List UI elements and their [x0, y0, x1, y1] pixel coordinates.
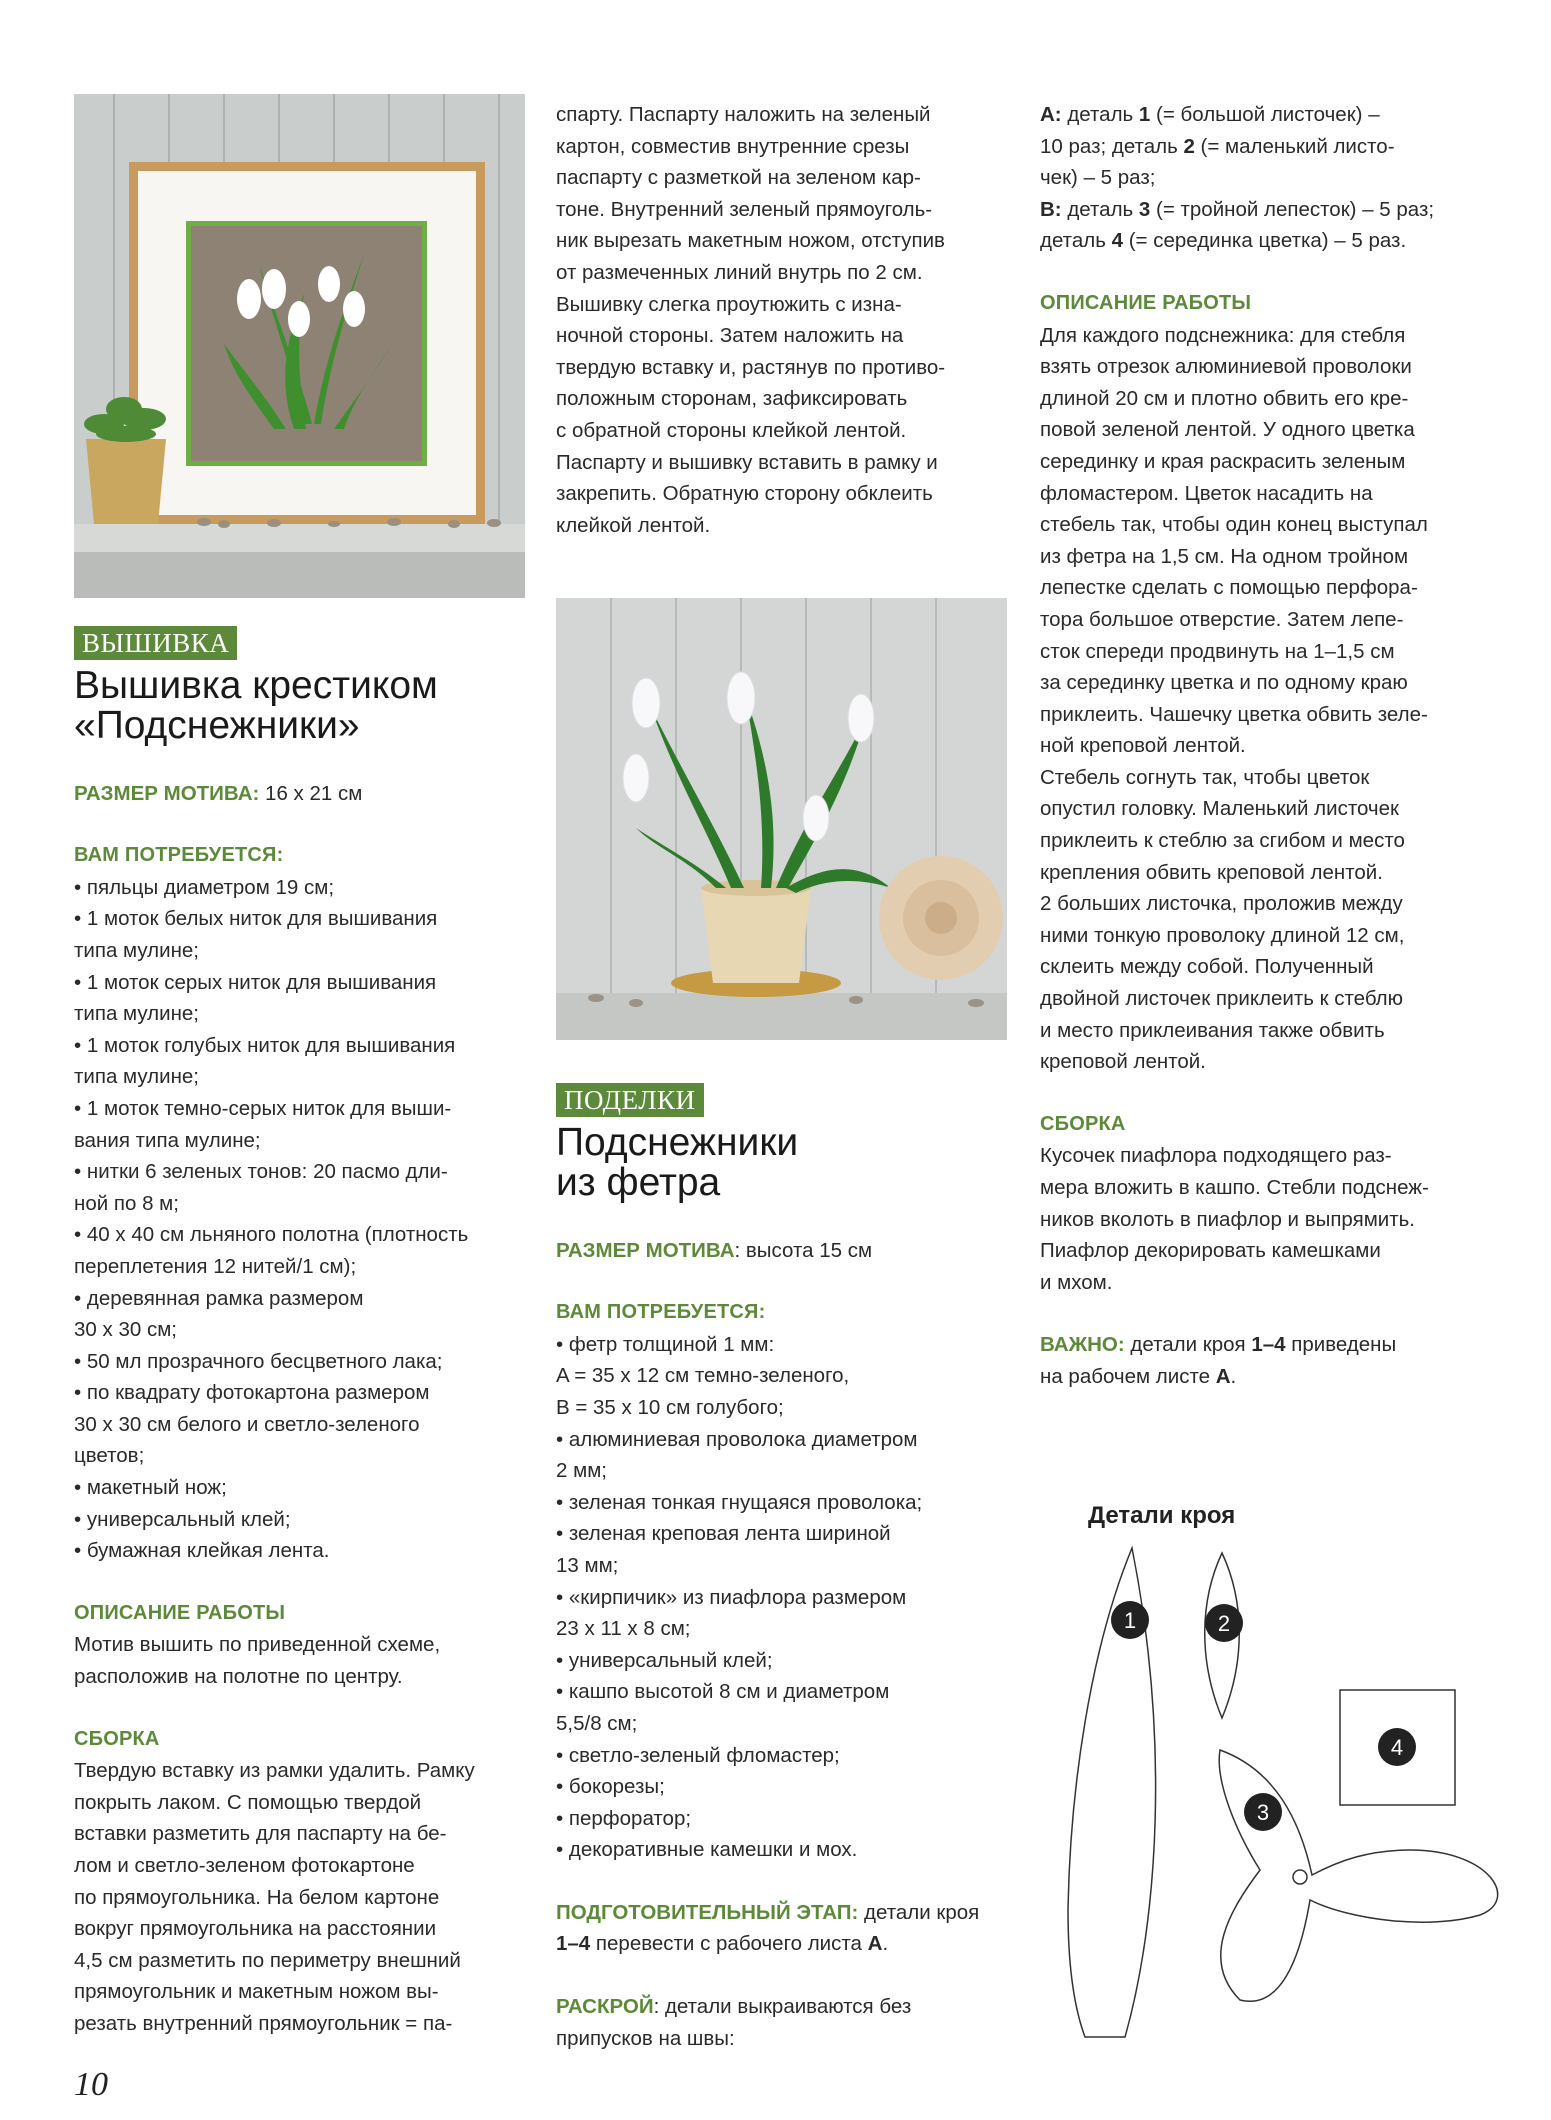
- list-item: вания типа мулине;: [74, 1128, 261, 1152]
- text-line: тоне. Внутренний зеленый прямоуголь-: [556, 197, 933, 221]
- crafts-assembly-text: [1040, 1140, 1505, 1298]
- cut-a-text: деталь: [1061, 103, 1139, 126]
- list-item: • 50 мл прозрачного бесцветного лака;: [74, 1349, 443, 1373]
- list-item: A = 35 х 12 см темно-зеленого,: [556, 1364, 850, 1388]
- important-text3: на рабочем листе: [1040, 1364, 1216, 1388]
- pattern-title: Детали кроя: [1088, 1502, 1236, 1529]
- embroidery-assembly-continued: [556, 99, 1016, 541]
- list-item: • зеленая тонкая гнущаяся проволока;: [556, 1490, 923, 1514]
- text-line: положным сторонам, зафиксировать: [556, 387, 908, 411]
- list-item: • 1 моток белых ниток для вышивания: [74, 907, 438, 931]
- list-item: типа мулине;: [74, 1002, 199, 1026]
- text-line: из фетра на 1,5 см. На одном тройном: [1040, 544, 1409, 568]
- crafts-cut-label: РАСКРОЙ: [556, 1995, 654, 2019]
- cut-a-desc2: (= маленький листо-: [1194, 134, 1395, 158]
- embroidery-needs-list: [74, 872, 534, 1567]
- crafts-cut-text2: припусков на швы:: [556, 2026, 735, 2050]
- list-item: • 1 моток темно-серых ниток для выши-: [74, 1096, 452, 1120]
- text-line: за серединку цветка и по одному краю: [1040, 671, 1408, 695]
- text-line: вокруг прямоугольника на расстоянии: [74, 1917, 437, 1941]
- cut-list: [1040, 99, 1505, 257]
- important-dot: .: [1230, 1364, 1237, 1388]
- text-line: [1040, 225, 1505, 257]
- text-line: 2 больших листочка, проложив между: [1040, 892, 1403, 916]
- cut-b-text: деталь: [1061, 197, 1139, 221]
- crafts-cut-text: : детали выкраиваются без: [653, 1995, 912, 2019]
- felt-snowdrops-photo-art: [556, 598, 1007, 1040]
- text-line: длиной 20 см и плотно обвить его кре-: [1040, 386, 1409, 410]
- crafts-prep-dot: .: [882, 1932, 889, 1956]
- text-line: взять отрезок алюминиевой проволоки: [1040, 355, 1412, 379]
- text-line: 4,5 см разметить по периметру внешний: [74, 1948, 461, 1972]
- list-item: 23 х 11 х 8 см;: [556, 1617, 691, 1641]
- list-item: • декоративные камешки и мох.: [556, 1838, 858, 1862]
- text-line: ной креповой лентой.: [1040, 734, 1246, 758]
- text-line: паспарту с разметкой на зеленом кар-: [556, 166, 921, 190]
- text-line: клейкой лентой.: [556, 513, 711, 537]
- embroidery-size-label: РАЗМЕР МОТИВА:: [74, 781, 260, 805]
- list-item: • деревянная рамка размером: [74, 1286, 364, 1310]
- text-line: серединку и края раскрасить зеленым: [1040, 449, 1406, 473]
- list-item: • универсальный клей;: [556, 1648, 773, 1672]
- list-item: • 1 моток голубых ниток для вышивания: [74, 1033, 456, 1057]
- crafts-size: [556, 1235, 1016, 1267]
- text-line: Кусочек пиафлора подходящего раз-: [1040, 1144, 1392, 1168]
- pattern-label-4: [1378, 1728, 1416, 1766]
- list-item: • по квадрату фотокартона размером: [74, 1381, 430, 1405]
- text-line: лепестке сделать с помощью перфора-: [1040, 576, 1418, 600]
- pattern-label-1: [1111, 1601, 1149, 1639]
- text-line: опустил головку. Маленький листочек: [1040, 797, 1399, 821]
- list-item: • светло-зеленый фломастер;: [556, 1743, 840, 1767]
- text-line: склеить между собой. Полученный: [1040, 955, 1374, 979]
- text-line: по прямоугольника. На белом картоне: [74, 1885, 440, 1909]
- text-line: Твердую вставку из рамки удалить. Рамку: [74, 1759, 475, 1783]
- pattern-label-2: [1205, 1604, 1243, 1642]
- crafts-work-text: [1040, 320, 1505, 1078]
- list-item: • пяльцы диаметром 19 см;: [74, 875, 335, 899]
- cut-b-desc: (= тройной лепесток) – 5 раз;: [1150, 197, 1435, 221]
- text-line: Вышивку слегка проутюжить с изна-: [556, 292, 902, 316]
- cut-b-part: 3: [1138, 197, 1151, 221]
- text-line: ночной стороны. Затем наложить на: [556, 324, 904, 348]
- text-line: [1040, 99, 1505, 131]
- text-line: и место приклеивания также обвить: [1040, 1018, 1385, 1042]
- text-line: закрепить. Обратную сторону обклеить: [556, 482, 933, 506]
- crafts-prep-parts: 1–4: [556, 1932, 591, 1956]
- text-line: приклеить. Чашечку цветка обвить зеле-: [1040, 702, 1428, 726]
- embroidery-title: [74, 663, 534, 747]
- text-line: ник вырезать макетным ножом, отступив: [556, 229, 945, 253]
- text-line: повой зеленой лентой. У одного цветка: [1040, 418, 1415, 442]
- text-line: мера вложить в кашпо. Стебли подснеж-: [1040, 1176, 1429, 1199]
- crafts-assembly-label: СБОРКА: [1040, 1112, 1126, 1135]
- crafts-title: [556, 1120, 1016, 1204]
- crafts-prep-text2: перевести с рабочего листа: [590, 1932, 868, 1956]
- crafts-section-continued: [1040, 99, 1505, 1393]
- list-item: • универсальный клей;: [74, 1507, 291, 1531]
- crafts-work-label: ОПИСАНИЕ РАБОТЫ: [1040, 291, 1252, 314]
- embroidery-assembly-text: [74, 1755, 534, 2039]
- list-item: типа мулине;: [74, 938, 199, 962]
- text-line: Мотив вышить по приведенной схеме,: [74, 1633, 441, 1657]
- text-line: ников вколоть в пиафлор и выпрямить.: [1040, 1207, 1416, 1231]
- text-line: двойной листочек приклеить к стеблю: [1040, 987, 1403, 1011]
- embroidery-size: [74, 778, 534, 810]
- text-line: тора большое отверстие. Затем лепе-: [1040, 607, 1404, 631]
- crafts-needs-list: [556, 1329, 1016, 1866]
- felt-snowdrops-photo: [556, 598, 1007, 1040]
- crafts-prep: [556, 1897, 1016, 1960]
- text-line: Для каждого подснежника: для стебля: [1040, 323, 1406, 347]
- pattern-label-3: [1244, 1793, 1282, 1831]
- text-line: приклеить к стеблю за сгибом и место: [1040, 829, 1405, 853]
- crafts-cut: [556, 1991, 1016, 2054]
- text-line: [1040, 131, 1505, 163]
- pattern-label-3-text: 3: [1256, 1800, 1270, 1825]
- text-line: Паспарту и вышивку вставить в рамку и: [556, 450, 938, 474]
- embroidery-assembly-label: СБОРКА: [74, 1727, 160, 1750]
- list-item: • зеленая креповая лента шириной: [556, 1522, 891, 1546]
- text-line: сток спереди продвинуть на 1–1,5 см: [1040, 639, 1395, 663]
- list-item: • нитки 6 зеленых тонов: 20 пасмо дли-: [74, 1160, 448, 1184]
- important-parts: 1–4: [1251, 1333, 1286, 1357]
- list-item: цветов;: [74, 1444, 145, 1468]
- list-item: 30 х 30 см белого и светло-зеленого: [74, 1412, 420, 1436]
- pattern-piece-triple-petal: [1219, 1750, 1497, 2001]
- embroidery-section: [74, 626, 534, 2040]
- cut-a-part2: 2: [1183, 134, 1195, 158]
- crafts-prep-text: детали кроя: [858, 1900, 980, 1924]
- text-line: резать внутренний прямоугольник = па-: [74, 2011, 453, 2035]
- list-item: типа мулине;: [74, 1065, 199, 1089]
- embroidery-work-label: ОПИСАНИЕ РАБОТЫ: [74, 1601, 286, 1624]
- list-item: • бумажная клейкая лента.: [74, 1539, 330, 1563]
- section-badge-crafts: ПОДЕЛКИ: [556, 1083, 704, 1117]
- important-text2: приведены: [1285, 1333, 1397, 1357]
- text-line: фломастером. Цветок насадить на: [1040, 481, 1373, 505]
- list-item: • фетр толщиной 1 мм:: [556, 1332, 775, 1356]
- embroidery-photo-art: [74, 94, 525, 598]
- pattern-petal-center-hole: [1293, 1870, 1307, 1884]
- embroidery-size-value: 16 х 21 см: [259, 781, 363, 805]
- important-sheet: A: [1215, 1364, 1231, 1388]
- section-badge-embroidery: ВЫШИВКА: [74, 626, 237, 660]
- important-text: детали кроя: [1124, 1333, 1252, 1357]
- text-line: покрыть лаком. С помощью твердой: [74, 1790, 422, 1814]
- text-line: крепления обвить креповой лентой.: [1040, 860, 1383, 884]
- list-item: 5,5/8 см;: [556, 1711, 638, 1735]
- text-line: прямоугольник и макетным ножом вы-: [74, 1980, 439, 2004]
- cut-b-part2: 4: [1111, 229, 1123, 253]
- pattern-label-1-text: 1: [1123, 1608, 1137, 1633]
- crafts-title-line2: из фетра: [556, 1160, 721, 1204]
- cut-b-text2: деталь: [1040, 229, 1112, 253]
- list-item: • 1 моток серых ниток для вышивания: [74, 970, 437, 994]
- text-line: лом и светло-зеленом фотокартоне: [74, 1854, 415, 1877]
- list-item: 2 мм;: [556, 1459, 607, 1483]
- text-line: картон, совместив внутренние срезы: [556, 134, 910, 158]
- crafts-prep-sheet: A: [867, 1932, 883, 1956]
- embroidery-title-line2: «Подснежники»: [74, 703, 360, 747]
- crafts-important: [1040, 1329, 1505, 1392]
- text-line: чек) – 5 раз;: [1040, 166, 1156, 190]
- crafts-size-value: : высота 15 см: [734, 1238, 873, 1262]
- embroidery-photo: [74, 94, 525, 598]
- list-item: B = 35 х 10 см голубого;: [556, 1395, 784, 1419]
- crafts-title-line1: Подснежники: [556, 1120, 799, 1164]
- list-item: 13 мм;: [556, 1553, 619, 1577]
- pattern-pieces-diagram: [1050, 1490, 1510, 2060]
- text-line: креповой лентой.: [1040, 1050, 1206, 1074]
- list-item: • алюминиевая проволока диаметром: [556, 1427, 918, 1451]
- page-number: 10: [74, 2066, 108, 2103]
- text-line: [1040, 194, 1505, 226]
- embroidery-needs-label: ВАМ ПОТРЕБУЕТСЯ:: [74, 844, 284, 867]
- list-item: • 40 х 40 см льняного полотна (плотность: [74, 1223, 469, 1247]
- list-item: • перфоратор;: [556, 1806, 692, 1830]
- list-item: 30 х 30 см;: [74, 1318, 177, 1342]
- text-line: расположив на полотне по центру.: [74, 1665, 403, 1689]
- cut-b-key: B:: [1040, 197, 1062, 221]
- cut-a-text2: 10 раз; деталь: [1040, 134, 1184, 158]
- crafts-section: [556, 1083, 1016, 2054]
- list-item: • бокорезы;: [556, 1775, 665, 1799]
- text-line: стебель так, чтобы один конец выступал: [1040, 513, 1428, 537]
- list-item: переплетения 12 нитей/1 см);: [74, 1254, 357, 1278]
- cut-a-desc: (= большой листочек) –: [1150, 103, 1380, 126]
- text-line: Стебель согнуть так, чтобы цветок: [1040, 765, 1370, 789]
- pattern-label-4-text: 4: [1390, 1735, 1404, 1760]
- cut-a-key: A:: [1040, 103, 1062, 126]
- pattern-label-2-text: 2: [1217, 1611, 1231, 1636]
- crafts-important-label: ВАЖНО:: [1040, 1333, 1125, 1357]
- list-item: • макетный нож;: [74, 1476, 227, 1500]
- text-line: от размеченных линий внутрь по 2 см.: [556, 260, 923, 284]
- text-line: ними тонкую проволоку длиной 12 см,: [1040, 923, 1405, 947]
- text-line: с обратной стороны клейкой лентой.: [556, 418, 907, 442]
- text-line: вставки разметить для паспарту на бе-: [74, 1822, 447, 1846]
- embroidery-work-text: [74, 1629, 534, 1692]
- crafts-size-label: РАЗМЕР МОТИВА: [556, 1238, 735, 1262]
- text-line: и мхом.: [1040, 1270, 1113, 1294]
- text-line: твердую вставку и, растянув по противо-: [556, 355, 946, 379]
- embroidery-title-line1: Вышивка крестиком: [74, 663, 438, 707]
- cut-a-part: 1: [1138, 103, 1151, 126]
- list-item: ной по 8 м;: [74, 1191, 179, 1215]
- crafts-prep-label: ПОДГОТОВИТЕЛЬНЫЙ ЭТАП:: [556, 1900, 859, 1924]
- text-line: спарту. Паспарту наложить на зеленый: [556, 103, 931, 126]
- crafts-needs-label: ВАМ ПОТРЕБУЕТСЯ:: [556, 1301, 766, 1324]
- list-item: • «кирпичик» из пиафлора размером: [556, 1585, 907, 1609]
- text-line: Пиафлор декорировать камешками: [1040, 1239, 1381, 1263]
- cut-b-desc2: (= серединка цветка) – 5 раз.: [1123, 229, 1407, 253]
- list-item: • кашпо высотой 8 см и диаметром: [556, 1680, 890, 1704]
